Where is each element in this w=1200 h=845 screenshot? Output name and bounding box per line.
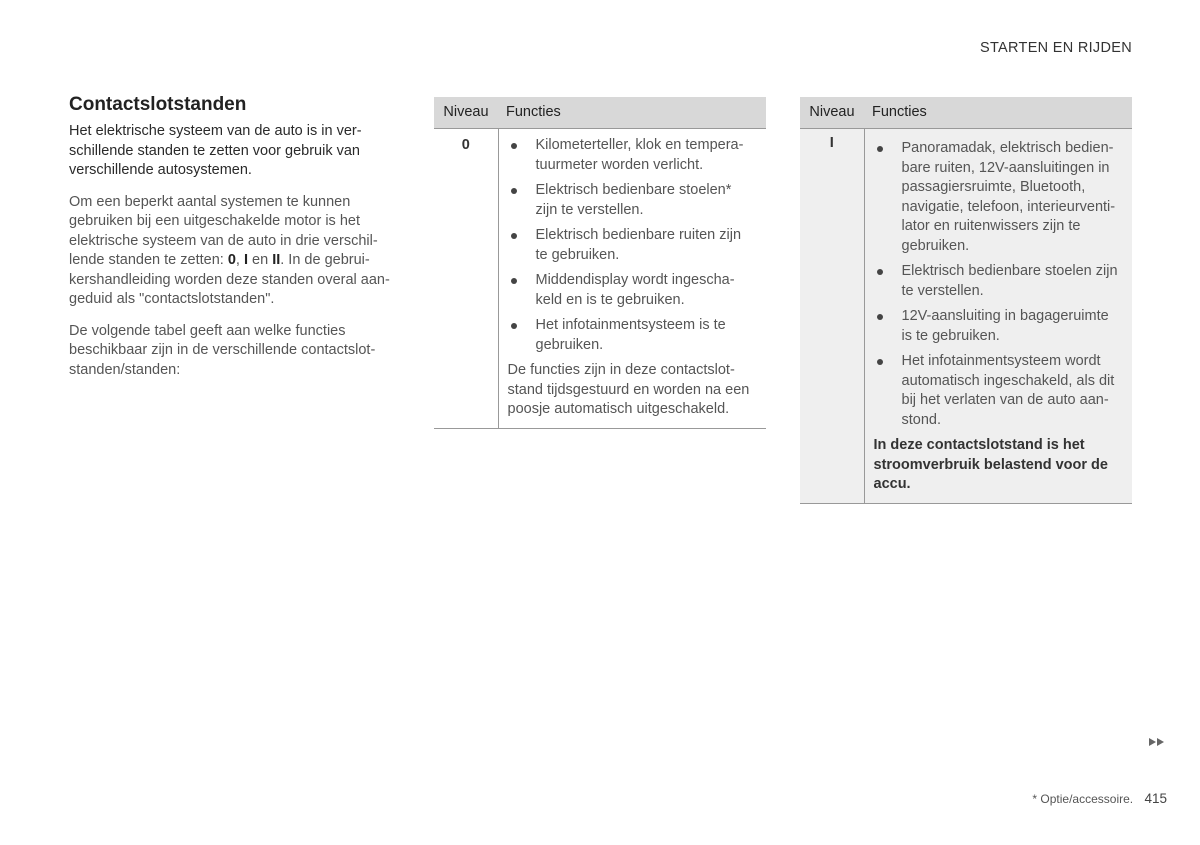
list-item: Middendisplay wordt ingeschakeld en is te gebruiken. — [508, 271, 757, 310]
intro-lead: Het elektrische systeem van de auto is in verschillende standen te zetten voor gebruik van verschillende autosystemen. — [69, 123, 362, 178]
column-header-level: Niveau — [800, 97, 864, 129]
intro-paragraph-levels — [69, 193, 404, 310]
list-item: Panoramadak, elektrisch bedienbare ruiten, 12V-aansluitingen in passagiersruimte, Bluetooth, navigatie, telefoon, interieurventilator en ruitenwissers zijn te gebruiken. — [874, 139, 1123, 256]
table-header-row — [800, 97, 1132, 129]
level-value: 0 — [434, 129, 498, 429]
list-item: Het infotainmentsysteem is te gebruiken. — [508, 316, 757, 355]
table-row — [800, 129, 1132, 504]
level-0-ref: 0 — [227, 252, 236, 268]
page-number: 415 — [1144, 791, 1167, 806]
list-item: 12V-aansluiting in bagageruimte is te gebruiken. — [874, 307, 1123, 346]
level-1-ref: I — [243, 252, 248, 268]
function-list — [874, 139, 1123, 430]
list-item: Elektrisch bedienbare stoelen zijn te verstellen. — [874, 262, 1123, 301]
functions-cell — [864, 129, 1132, 504]
list-item: Kilometerteller, klok en temperatuurmeter worden verlicht. — [508, 136, 757, 175]
section-title: Contactslotstanden — [69, 94, 247, 115]
function-note: De functies zijn in deze contactslotstand tijdsgestuurd en worden na een poosje automatisch uitgeschakeld. — [507, 362, 750, 417]
table-row — [434, 129, 766, 429]
intro-paragraph-tail: . In de gebruikershandleiding worden deze standen overal aangeduid als "contactslotstanden". — [69, 252, 390, 307]
list-item: Elektrisch bedienbare stoelen* zijn te verstellen. — [508, 181, 757, 220]
intro-paragraph-table-ref: De volgende tabel geeft aan welke functies beschikbaar zijn in de verschillende contactslotstanden/standen: — [69, 322, 376, 378]
level-value: I — [800, 129, 864, 504]
page-footer — [1032, 791, 1167, 806]
table-header-row — [434, 97, 766, 129]
column-header-functions: Functies — [498, 97, 766, 129]
ignition-level-0-table — [434, 97, 766, 429]
separator: en — [248, 252, 273, 268]
intro-section — [69, 94, 404, 392]
function-list — [508, 136, 757, 355]
list-item: Het infotainmentsysteem wordt automatisch ingeschakeld, als dit bij het verlaten van de auto aanstond. — [874, 352, 1123, 430]
battery-warning-note: In deze contactslotstand is het stroomverbruik belastend voor de accu. — [873, 437, 1108, 492]
column-header-level: Niveau — [434, 97, 498, 129]
footnote-option-accessory: * Optie/accessoire. — [1032, 792, 1134, 806]
intro-paragraph-text: Om een beperkt aantal systemen te kunnen gebruiken bij een uitgeschakelde motor is het elektrische systeem van de auto in drie verschillende standen te zetten: — [69, 193, 378, 268]
page-header-section: STARTEN EN RIJDEN — [980, 40, 1132, 56]
separator: , — [235, 252, 244, 268]
list-item: Elektrisch bedienbare ruiten zijn te gebruiken. — [508, 226, 757, 265]
column-header-functions: Functies — [864, 97, 1132, 129]
level-2-ref: II — [272, 252, 281, 268]
functions-cell — [498, 129, 766, 429]
ignition-level-1-table — [800, 97, 1132, 504]
continue-arrow-icon — [1149, 738, 1169, 748]
